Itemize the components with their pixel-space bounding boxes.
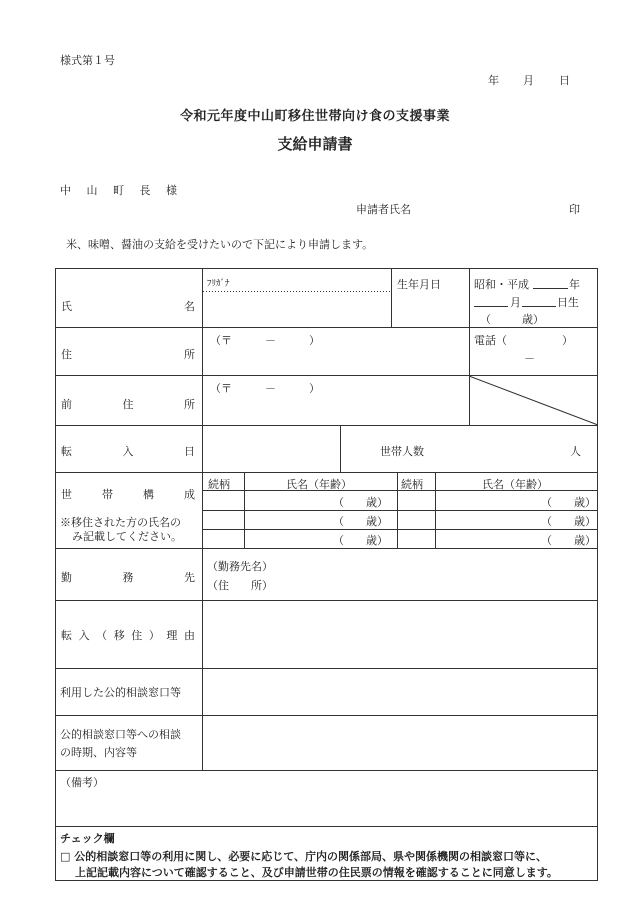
date-year: 年 bbox=[488, 74, 499, 87]
postal-code: （〒 － ） bbox=[210, 334, 320, 347]
date-month: 月 bbox=[523, 74, 534, 87]
consult-timing-label-1: 公的相談窓口等への相談 bbox=[60, 728, 181, 741]
name-age-header-right: 氏名（年齢） bbox=[482, 478, 548, 491]
age-cell: （ 歳） bbox=[333, 534, 388, 547]
addressee: 中 山 町 長 様 bbox=[60, 184, 183, 197]
move-reason-label: 転 入 （ 移 住 ） 理 由 bbox=[61, 629, 195, 642]
workplace-name: （勤務先名） bbox=[207, 560, 273, 573]
form-number: 様式第１号 bbox=[60, 54, 115, 67]
date-day: 日 bbox=[559, 74, 570, 87]
age-unit: 歳） bbox=[522, 313, 544, 326]
birth-month-unit: 月 bbox=[510, 296, 521, 309]
phone-dash: － bbox=[524, 352, 535, 365]
document-title: 令和元年度中山町移住世帯向け食の支援事業 bbox=[179, 109, 450, 124]
household-note-line2: み記載してください。 bbox=[72, 530, 182, 543]
intro-text: 米、味噌、醤油の支給を受けたいので下記により申請します。 bbox=[66, 238, 374, 251]
move-in-label: 転 入 日 bbox=[61, 445, 195, 458]
furigana-label: ﾌﾘｶﾞﾅ bbox=[207, 279, 230, 289]
applicant-name-label: 申請者氏名 bbox=[356, 203, 411, 216]
birth-era: 昭和・平成 bbox=[474, 278, 529, 291]
people-unit: 人 bbox=[570, 445, 581, 458]
relation-header-right: 続柄 bbox=[401, 478, 423, 491]
age-cell: （ 歳） bbox=[541, 534, 596, 547]
phone-label: 電話（ ） bbox=[474, 334, 573, 347]
seal-mark: 印 bbox=[569, 203, 580, 216]
address-label: 住 所 bbox=[61, 348, 195, 361]
document-subtitle: 支給申請書 bbox=[277, 135, 353, 153]
consent-checkbox-line2: 上記記載内容について確認すること、及び申請世帯の住民票の情報を確認することに同意します。 bbox=[75, 866, 558, 879]
age-cell: （ 歳） bbox=[541, 515, 596, 528]
remarks-label: （備考） bbox=[60, 776, 104, 789]
relation-header-left: 続柄 bbox=[208, 478, 230, 491]
household-label: 世 帯 構 成 bbox=[61, 488, 195, 501]
household-note-line1: ※移住された方の氏名の bbox=[60, 516, 181, 529]
prev-postal-code: （〒 － ） bbox=[210, 382, 320, 395]
name-label: 氏 名 bbox=[61, 300, 195, 313]
birth-date-label: 生年月日 bbox=[397, 278, 441, 291]
household-count-label: 世帯人数 bbox=[380, 445, 424, 458]
name-age-header-left: 氏名（年齢） bbox=[286, 478, 352, 491]
consult-desk-label: 利用した公的相談窓口等 bbox=[60, 686, 181, 699]
workplace-address: （住 所） bbox=[207, 579, 273, 592]
birth-day-blank[interactable] bbox=[522, 294, 556, 307]
birth-year-unit: 年 bbox=[569, 278, 580, 291]
age-cell: （ 歳） bbox=[333, 496, 388, 509]
consent-checkbox-line1[interactable]: □ 公的相談窓口等の利用に関し、必要に応じて、庁内の関係部局、県や関係機関の相談窓口等に、 bbox=[60, 850, 547, 863]
workplace-label: 勤 務 先 bbox=[61, 571, 195, 584]
prev-address-label: 前 住 所 bbox=[61, 398, 195, 411]
age-cell: （ 歳） bbox=[541, 496, 596, 509]
consult-timing-label-2: の時期、内容等 bbox=[60, 746, 137, 759]
check-header: チェック欄 bbox=[60, 832, 115, 845]
birth-year-blank[interactable] bbox=[533, 276, 568, 289]
birth-day-unit: 日生 bbox=[557, 296, 579, 309]
birth-month-blank[interactable] bbox=[474, 294, 508, 307]
age-cell: （ 歳） bbox=[333, 515, 388, 528]
age-open: （ bbox=[480, 313, 491, 326]
